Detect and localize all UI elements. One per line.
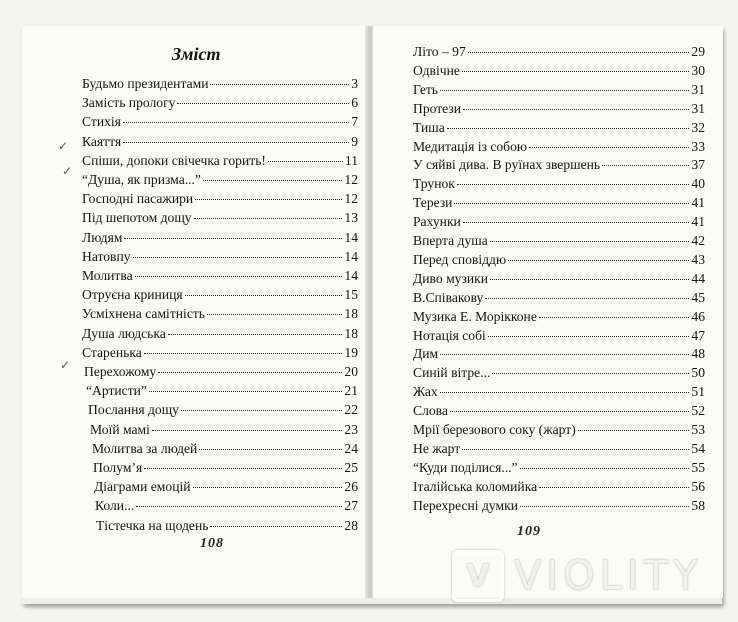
toc-entry-title: Мрії березового соку (жарт)	[413, 422, 576, 437]
toc-entry-title: Замість прологу	[82, 95, 176, 111]
dot-leader	[440, 354, 689, 355]
toc-entry-title: У сяйві дива. В руїнах звершень	[413, 157, 601, 173]
dot-leader	[492, 373, 689, 374]
toc-entry-title: Молитва	[82, 268, 133, 283]
toc-entry-title: Перехресні думки	[413, 497, 518, 513]
toc-entry-title: Диво музики	[413, 270, 488, 286]
toc-entry-title: Слова	[413, 403, 448, 419]
toc-entry-title: Протези	[413, 100, 462, 116]
toc-entry	[82, 114, 358, 130]
toc-entry	[413, 82, 705, 98]
toc-entry	[413, 101, 705, 117]
toc-title: Зміст	[172, 44, 221, 64]
toc-entry-page: 28	[344, 517, 358, 533]
dot-leader	[210, 84, 349, 85]
toc-entry-page: 31	[691, 100, 705, 116]
toc-entry-page: 29	[691, 44, 705, 59]
toc-entry-title: Спіши, допоки свічечка горить!	[82, 152, 266, 168]
toc-entry-page: 22	[344, 402, 358, 418]
toc-entry-page: 18	[344, 325, 358, 341]
toc-entry-title: Нотація собі	[413, 327, 486, 343]
toc-entry	[413, 195, 705, 211]
toc-entry-title: Під шепотом дощу	[82, 210, 192, 226]
dot-leader	[520, 468, 690, 469]
dot-leader	[490, 241, 690, 242]
dot-leader	[462, 71, 690, 72]
toc-entry-title: Трунок	[413, 176, 455, 192]
toc-entry	[413, 139, 705, 155]
toc-entry	[82, 95, 358, 111]
toc-entry	[413, 63, 705, 79]
toc-entry	[92, 441, 358, 457]
toc-entry-title: Не жарт	[413, 440, 461, 456]
toc-entry	[94, 479, 358, 495]
toc-entry-page: 15	[344, 287, 358, 303]
right-page	[372, 26, 723, 598]
toc-entry	[93, 460, 358, 476]
toc-entry	[413, 120, 705, 136]
dot-leader	[158, 372, 342, 373]
dot-leader	[539, 317, 690, 318]
toc-entry-title: Тістечка на щодень	[96, 517, 209, 533]
toc-entry	[413, 309, 705, 325]
toc-entry-page: 45	[691, 289, 705, 305]
toc-entry-page: 12	[344, 172, 358, 187]
toc-entry	[82, 249, 358, 265]
toc-entry-title: Терези	[413, 195, 453, 211]
toc-entry	[82, 287, 358, 303]
toc-entry	[95, 498, 358, 514]
toc-entry-page: 41	[691, 214, 705, 230]
toc-entry-page: 55	[691, 459, 705, 475]
toc-entry-page: 14	[344, 268, 358, 283]
toc-entry	[82, 268, 358, 284]
dot-leader	[468, 52, 690, 53]
dot-leader	[490, 279, 689, 280]
toc-entry-page: 14	[344, 229, 358, 245]
toc-entry-page: 41	[691, 195, 705, 211]
toc-entry-page: 20	[344, 364, 358, 379]
toc-entry-page: 53	[691, 422, 705, 437]
toc-entry-title: Старенька	[82, 344, 142, 360]
toc-entry-page: 46	[691, 308, 705, 324]
toc-entry-page: 14	[344, 248, 358, 264]
toc-entry	[413, 44, 705, 60]
toc-entry	[413, 176, 705, 192]
toc-entry-page: 31	[691, 81, 705, 97]
toc-entry-page: 19	[344, 344, 358, 360]
toc-entry-page: 32	[691, 119, 705, 135]
dot-leader	[488, 336, 690, 337]
toc-entry	[413, 384, 705, 400]
toc-entry-page: 58	[691, 497, 705, 513]
dot-leader	[440, 392, 690, 393]
toc-entry-title: Каяття	[82, 133, 122, 149]
toc-entry-page: 26	[344, 479, 358, 495]
toc-entry-page: 3	[351, 76, 358, 91]
pencil-check-icon: ✓	[62, 164, 73, 178]
toc-entry-title: Літо – 97	[413, 44, 466, 59]
toc-entry	[82, 191, 358, 207]
toc-entry	[413, 479, 705, 495]
toc-entry-title: Музика Е. Морікконе	[413, 308, 537, 324]
dot-leader	[136, 506, 342, 507]
toc-entry	[82, 326, 358, 342]
toc-entry-title: В.Співакову	[413, 289, 484, 305]
toc-entry-title: “Куди поділися...”	[413, 459, 518, 475]
pencil-check-icon: ✓	[58, 139, 69, 153]
toc-entry-title: Перехожому	[84, 364, 157, 379]
dot-leader	[144, 353, 343, 354]
toc-entry	[413, 271, 705, 287]
toc-entry-title: Італійська коломийка	[413, 478, 538, 494]
dot-leader	[539, 487, 689, 488]
page-number-right: 109	[517, 524, 541, 539]
toc-entry	[82, 172, 358, 188]
toc-entry	[90, 422, 358, 438]
dot-leader	[463, 109, 689, 110]
toc-entry-title: Господні пасажири	[82, 191, 194, 207]
dot-leader	[168, 334, 343, 335]
toc-entry	[413, 157, 705, 173]
dot-leader	[440, 90, 689, 91]
toc-entry-page: 25	[344, 460, 358, 475]
toc-entry	[84, 364, 358, 380]
toc-entry	[82, 345, 358, 361]
watermark-logo-icon: V	[452, 550, 504, 602]
toc-entry-page: 47	[691, 327, 705, 343]
pencil-check-icon: ✓	[60, 358, 71, 372]
toc-entry	[413, 403, 705, 419]
page-number-left: 108	[200, 536, 224, 551]
toc-entry	[88, 402, 358, 418]
toc-entry-page: 18	[344, 306, 358, 322]
toc-entry-page: 40	[691, 176, 705, 192]
toc-entry-title: Вперта душа	[413, 233, 488, 248]
toc-entry-page: 50	[691, 365, 705, 381]
dot-leader	[578, 430, 690, 431]
toc-entry-page: 48	[691, 346, 705, 362]
toc-entry	[413, 365, 705, 381]
dot-leader	[463, 222, 690, 223]
toc-entry-title: Душа людська	[82, 325, 166, 341]
toc-entry-page: 52	[691, 403, 705, 419]
dot-leader	[144, 468, 342, 469]
dot-leader	[193, 487, 343, 488]
toc-entry	[413, 290, 705, 306]
toc-entry	[86, 383, 358, 399]
toc-entry-page: 42	[691, 233, 705, 248]
toc-entry-title: Жах	[413, 384, 438, 400]
toc-entry	[82, 306, 358, 322]
toc-entry-title: Дим	[413, 346, 439, 362]
watermark	[452, 548, 703, 604]
toc-entry-title: Тиша	[413, 119, 445, 135]
toc-entry-page: 51	[691, 384, 705, 400]
toc-entry-title: Послання дощу	[88, 402, 179, 418]
dot-leader	[195, 199, 342, 200]
toc-entry-page: 30	[691, 62, 705, 78]
toc-entry-title: Перед сповіддю	[413, 251, 507, 267]
dot-leader	[152, 430, 342, 431]
dot-leader	[462, 449, 689, 450]
dot-leader	[199, 449, 342, 450]
toc-entry	[96, 518, 358, 534]
toc-entry	[82, 76, 358, 92]
dot-leader	[177, 103, 349, 104]
toc-entry-title: Молитва за людей	[92, 440, 198, 456]
toc-entry	[413, 441, 705, 457]
toc-entry-title: Коли...	[95, 498, 135, 514]
toc-entry-page: 7	[351, 114, 358, 130]
toc-entry	[82, 230, 358, 246]
toc-entry-page: 12	[344, 191, 358, 207]
dot-leader	[450, 411, 689, 412]
toc-entry	[413, 460, 705, 476]
toc-entry-title: Будьмо президентами	[82, 76, 209, 91]
dot-leader	[485, 298, 689, 299]
toc-entry-page: 27	[344, 498, 358, 514]
toc-entry-title: Полум’я	[93, 460, 143, 475]
toc-entry-title: Медитація із собою	[413, 138, 528, 154]
toc-entry-title: Одвічне	[413, 62, 460, 78]
toc-entry-title: Отруєна криниця	[82, 287, 183, 303]
toc-entry	[82, 134, 358, 150]
toc-entry-title: Стихія	[82, 114, 121, 130]
toc-entry-title: “Артисти”	[86, 383, 147, 399]
dot-leader	[181, 410, 342, 411]
dot-leader	[454, 203, 689, 204]
toc-entry	[82, 210, 358, 226]
toc-entry-title: Натовпу	[82, 248, 131, 264]
toc-entry-page: 23	[344, 421, 358, 437]
dot-leader	[194, 218, 343, 219]
dot-leader	[529, 147, 689, 148]
dot-leader	[185, 295, 343, 296]
toc-entry-title: Рахунки	[413, 214, 461, 230]
dot-leader	[268, 161, 343, 162]
toc-entry-title: Геть	[413, 81, 438, 97]
toc-entry	[82, 153, 358, 169]
toc-entry-page: 24	[344, 440, 358, 456]
toc-entry-page: 11	[344, 152, 358, 168]
toc-entry-page: 13	[344, 210, 358, 226]
toc-entry-page: 56	[691, 478, 705, 494]
dot-leader	[123, 142, 349, 143]
dot-leader	[203, 180, 342, 181]
dot-leader	[447, 128, 690, 129]
dot-leader	[124, 238, 342, 239]
toc-entry-page: 54	[691, 440, 705, 456]
open-book	[22, 26, 722, 604]
toc-entry	[413, 422, 705, 438]
toc-entry-title: Синій вітре...	[413, 365, 491, 381]
toc-entry	[413, 214, 705, 230]
toc-entry-page: 9	[351, 133, 358, 149]
toc-entry-page: 6	[351, 95, 358, 111]
watermark-text: VIOLITY	[514, 553, 703, 599]
dot-leader	[149, 391, 342, 392]
dot-leader	[133, 257, 343, 258]
dot-leader	[207, 314, 342, 315]
toc-entry-title: “Душа, як призма...”	[82, 172, 201, 187]
dot-leader	[123, 122, 349, 123]
dot-leader	[520, 506, 689, 507]
toc-entry	[413, 233, 705, 249]
toc-entry-title: Моїй мамі	[90, 421, 150, 437]
dot-leader	[602, 165, 689, 166]
toc-entry	[413, 328, 705, 344]
toc-entry-page: 33	[691, 138, 705, 154]
dot-leader	[135, 276, 343, 277]
toc-entry-title: Усміхнена самітність	[82, 306, 205, 322]
toc-entry-page: 37	[691, 157, 705, 173]
toc-entry-page: 43	[691, 251, 705, 267]
left-page	[22, 26, 369, 598]
toc-entry	[413, 498, 705, 514]
dot-leader	[508, 260, 689, 261]
toc-entry-page: 44	[691, 270, 705, 286]
toc-entry-title: Людям	[82, 229, 123, 245]
toc-entry	[413, 252, 705, 268]
dot-leader	[457, 184, 690, 185]
dot-leader	[210, 526, 342, 527]
toc-entry-page: 21	[344, 383, 358, 399]
toc-entry-title: Діаграми емоцій	[94, 479, 191, 495]
toc-entry	[413, 346, 705, 362]
